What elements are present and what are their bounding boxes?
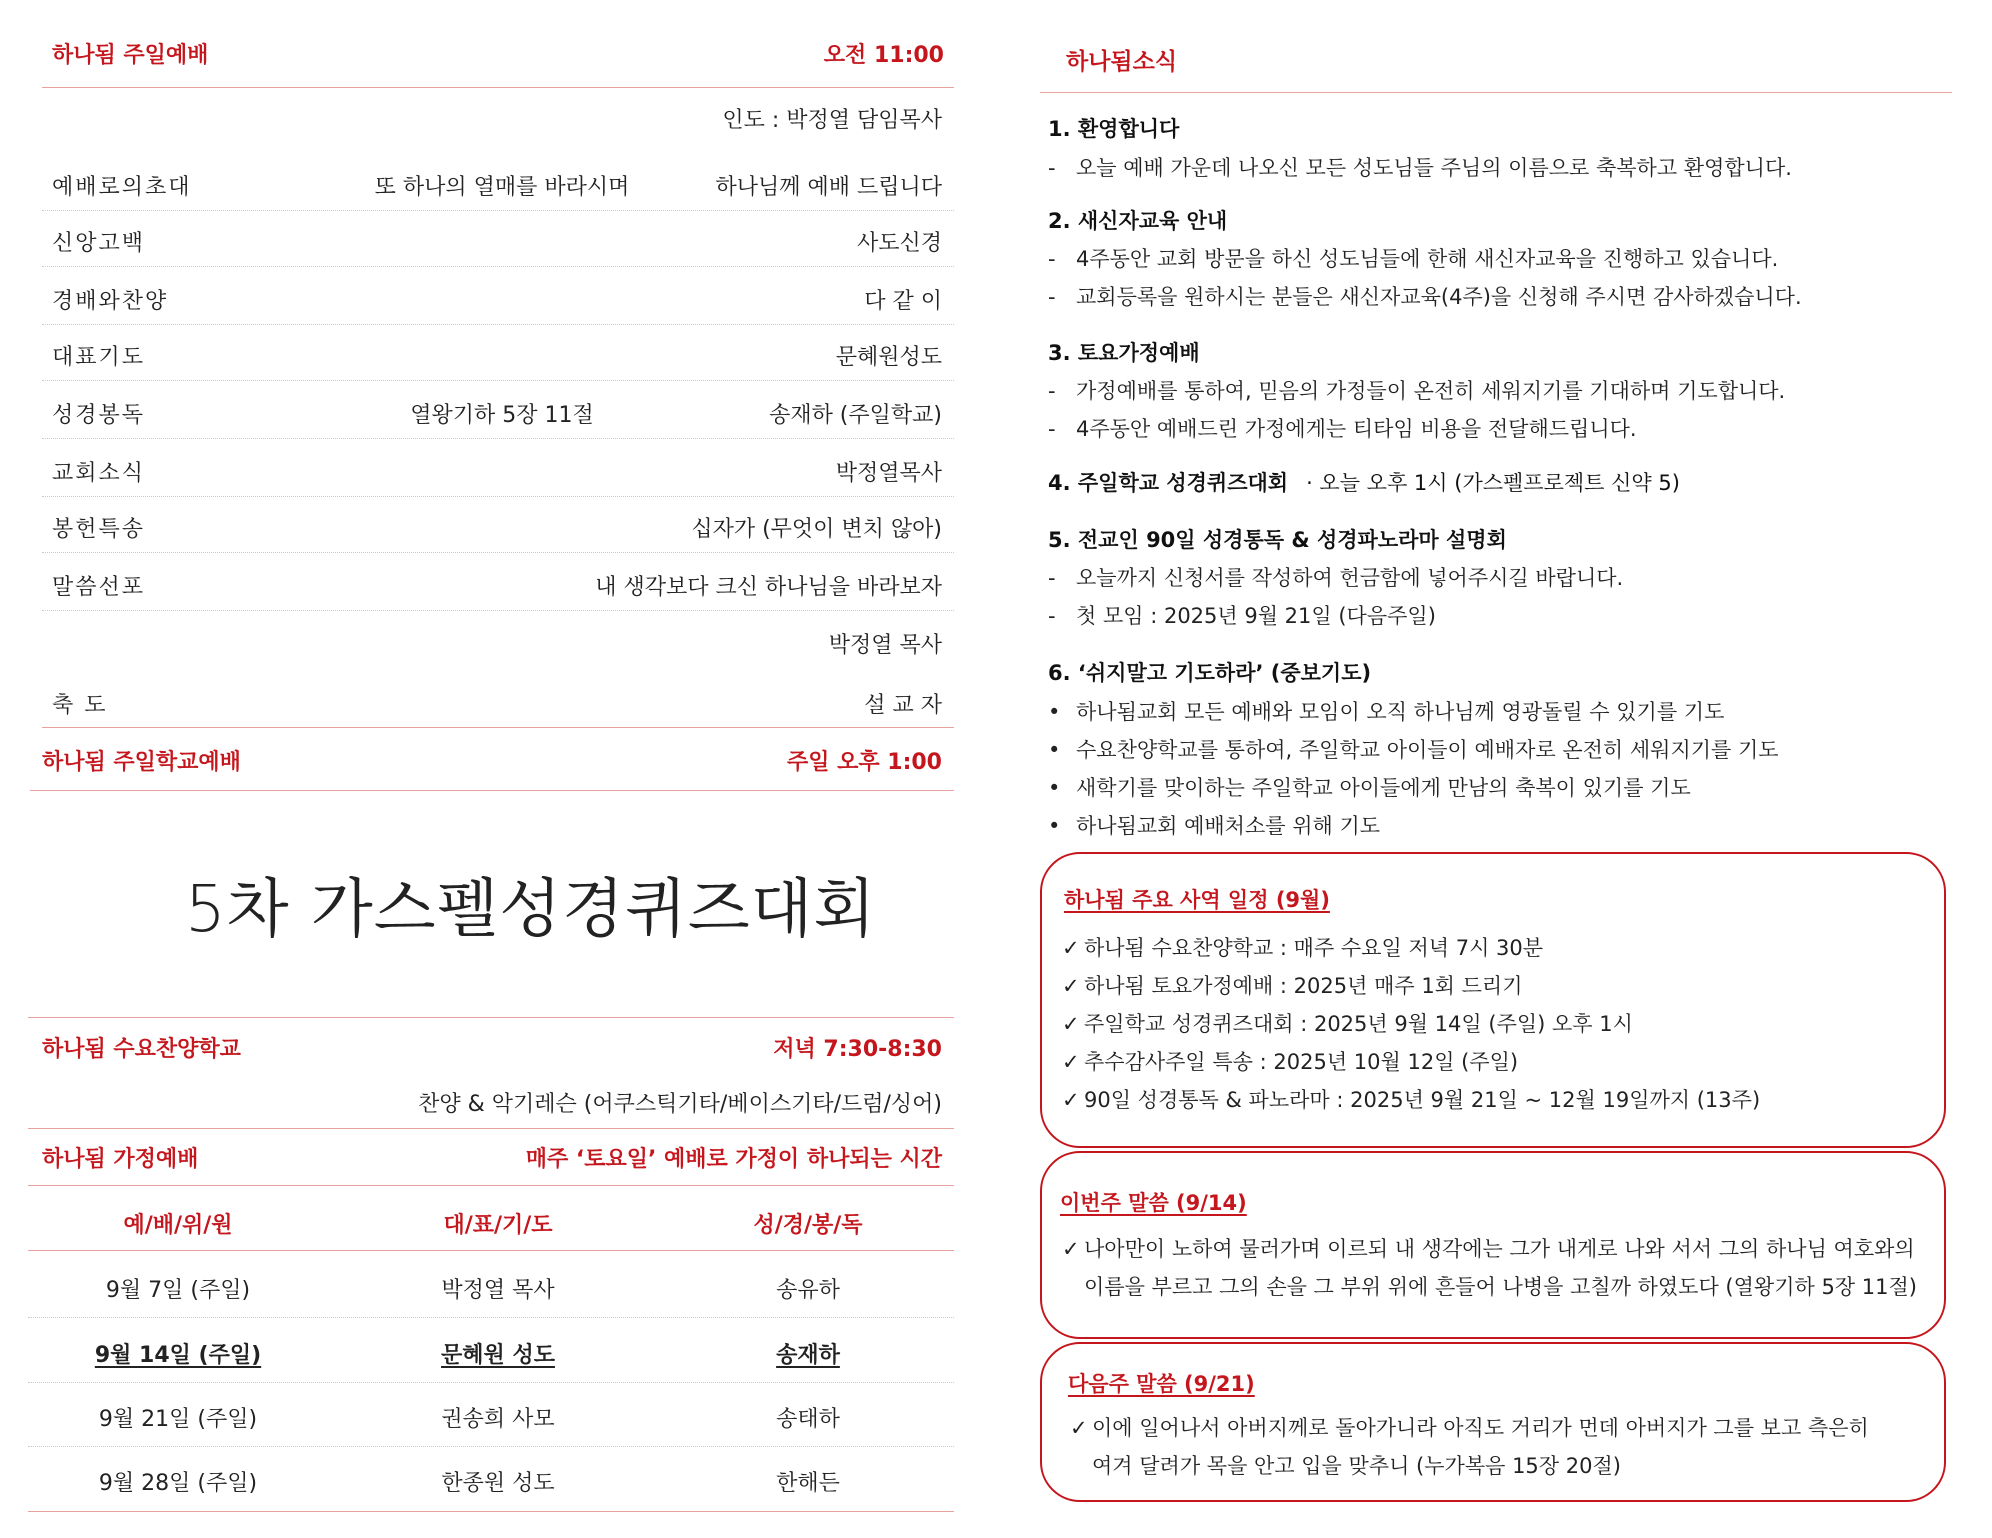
duty-reading: 송재하 (776, 1343, 840, 1368)
order-row (52, 614, 942, 670)
news-bullet: • (1048, 776, 1061, 800)
schedule-item (1062, 1008, 1633, 1038)
row-divider (42, 552, 954, 553)
order-row (52, 270, 942, 326)
news-line-text: 오늘 예배 가운데 나오신 모든 성도님들 주님의 이름으로 축복하고 환영합니다. (1076, 156, 1792, 180)
duty-date: 9월 21일 (주일) (98, 1407, 258, 1432)
order-row (52, 384, 942, 440)
order-person: 사도신경 (856, 231, 942, 256)
divider (28, 1185, 954, 1186)
news-bullet: - (1048, 285, 1056, 309)
schedule-item-text: 주일학교 성경퀴즈대회 : 2025년 9월 14일 (주일) 오후 1시 (1084, 1012, 1633, 1036)
order-row (52, 156, 942, 212)
divider (28, 1511, 954, 1512)
order-item: 봉헌특송 (52, 517, 146, 542)
news-line-text: 새학기를 맞이하는 주일학교 아이들에게 만남의 축복이 있기를 기도 (1076, 776, 1691, 800)
service-title: 하나됨 주일예배 (52, 43, 209, 68)
news-bullet: - (1048, 566, 1056, 590)
check-icon: ✓ (1062, 1237, 1080, 1261)
duty-reading: 송태하 (776, 1407, 840, 1432)
duty-date: 9월 14일 (주일) (94, 1343, 262, 1368)
family-desc: 매주 ‘토요일’ 예배로 가정이 하나되는 시간 (525, 1147, 942, 1172)
this-week-line-2: 이름을 부르고 그의 손을 그 부위 위에 흔들어 나병을 고칠까 하였도다 (열왕기하 5장 11절) (1084, 1275, 1917, 1299)
order-person: 설 교 자 (864, 693, 942, 718)
this-week-line-1: ✓ 나아만이 노하여 물러가며 이르되 내 생각에는 그가 내게로 나와 서서 그의 하나님 여호와의 (1062, 1237, 1915, 1261)
sunday-school-title: 하나됨 주일학교예배 (42, 750, 241, 775)
divider (1040, 92, 1952, 93)
news-heading-text: 4. 주일학교 성경퀴즈대회 (1048, 471, 1289, 495)
duty-prayer: 권송희 사모 (441, 1407, 555, 1432)
service-leader: 인도 : 박정열 담임목사 (722, 108, 942, 133)
news-line-text: 첫 모임 : 2025년 9월 21일 (다음주일) (1076, 604, 1436, 628)
schedule-item (1062, 932, 1543, 962)
news-line (1048, 810, 1380, 840)
divider (28, 1250, 954, 1251)
check-icon: ✓ (1062, 1088, 1080, 1112)
check-icon: ✓ (1062, 974, 1080, 998)
schedule-item (1062, 970, 1523, 1000)
news-heading (1048, 337, 1200, 367)
order-person: 문혜원성도 (835, 345, 942, 370)
news-heading-text: 6. ‘쉬지말고 기도하라’ (중보기도) (1048, 661, 1372, 685)
schedule-item-text: 하나됨 수요찬양학교 : 매주 수요일 저녁 7시 30분 (1084, 936, 1544, 960)
news-bullet: • (1048, 700, 1061, 724)
news-line (1048, 696, 1724, 726)
next-week-verse-box (1040, 1342, 1946, 1502)
family-title: 하나됨 가정예배 (42, 1147, 199, 1172)
schedule-item-text: 하나됨 토요가정예배 : 2025년 매주 1회 드리기 (1084, 974, 1523, 998)
news-heading (1048, 657, 1371, 687)
duty-prayer: 박정열 목사 (441, 1278, 555, 1303)
row-divider (42, 210, 954, 211)
order-item: 말씀선포 (52, 575, 146, 600)
divider (42, 727, 954, 728)
news-bullet: - (1048, 417, 1056, 441)
duty-row (28, 1255, 943, 1317)
row-divider (42, 610, 954, 611)
schedule-item (1062, 1084, 1760, 1114)
news-bullet: - (1048, 156, 1056, 180)
schedule-item-text: 90일 성경통독 & 파노라마 : 2025년 9월 21일 ~ 12월 19일까지 (13주) (1084, 1088, 1761, 1112)
news-heading-extra: · 오늘 오후 1시 (가스펠프로젝트 신약 5) (1306, 471, 1680, 495)
news-line (1048, 600, 1436, 630)
news-bullet: - (1048, 247, 1056, 271)
schedule-box (1040, 852, 1946, 1148)
news-line-text: 하나됨교회 예배처소를 위해 기도 (1076, 814, 1381, 838)
news-line (1048, 281, 1802, 311)
news-line-text: 4주동안 예배드린 가정에게는 티타임 비용을 전달해드립니다. (1076, 417, 1637, 441)
this-week-verse-box (1040, 1151, 1946, 1339)
next-week-line-1: ✓ 이에 일어나서 아버지께로 돌아가니라 아직도 거리가 먼데 아버지가 그를 보고 측은히 (1070, 1416, 1869, 1440)
check-icon: ✓ (1062, 1012, 1080, 1036)
news-bullet: - (1048, 604, 1056, 628)
news-bullet: • (1048, 738, 1061, 762)
order-item: 예배로의초대 (52, 175, 192, 200)
row-divider (28, 1317, 954, 1318)
divider (28, 1017, 954, 1018)
news-line-text: 4주동안 교회 방문을 하신 성도님들에 한해 새신자교육을 진행하고 있습니다. (1076, 247, 1779, 271)
order-row (52, 442, 942, 498)
duty-reading: 송유하 (776, 1278, 840, 1303)
row-divider (42, 324, 954, 325)
news-bullet: • (1048, 814, 1061, 838)
order-row (52, 556, 942, 612)
news-line (1048, 734, 1779, 764)
check-icon: ✓ (1062, 1050, 1080, 1074)
order-person: 십자가 (무엇이 변치 않아) (691, 517, 942, 542)
news-heading-text: 1. 환영합니다 (1048, 117, 1180, 141)
wednesday-title: 하나됨 수요찬양학교 (42, 1037, 241, 1062)
schedule-title: 하나됨 주요 사역 일정 (9월) (1064, 888, 1330, 912)
news-line-text: 수요찬양학교를 통하여, 주일학교 아이들이 예배자로 온전히 세워지기를 기도 (1076, 738, 1779, 762)
order-item: 경배와찬양 (52, 289, 169, 314)
sunday-school-time: 주일 오후 1:00 (786, 750, 942, 775)
row-divider (42, 266, 954, 267)
this-week-title: 이번주 말씀 (9/14) (1060, 1191, 1247, 1215)
divider (30, 790, 954, 791)
news-heading (1048, 205, 1227, 235)
duty-table-header (28, 1190, 943, 1252)
news-line (1048, 243, 1778, 273)
news-line-text: 하나됨교회 모든 예배와 모임이 오직 하나님께 영광돌릴 수 있기를 기도 (1076, 700, 1725, 724)
check-icon: ✓ (1070, 1416, 1088, 1440)
order-person: 내 생각보다 크신 하나님을 바라보자 (595, 575, 942, 600)
order-content: 또 하나의 열매를 바라시며 (374, 175, 630, 200)
order-person: 박정열목사 (835, 461, 942, 486)
news-heading (1048, 524, 1507, 554)
order-item: 성경봉독 (52, 403, 146, 428)
next-week-line-2: 여겨 달려가 목을 안고 입을 맞추니 (누가복음 15장 20절) (1092, 1454, 1621, 1478)
news-line (1048, 152, 1792, 182)
duty-prayer: 한종원 성도 (441, 1471, 555, 1496)
order-row (52, 674, 942, 730)
service-time: 오전 11:00 (823, 43, 944, 68)
row-divider (28, 1382, 954, 1383)
news-heading-text: 2. 새신자교육 안내 (1048, 209, 1228, 233)
order-person: 다 같 이 (864, 289, 942, 314)
news-line-text: 가정예배를 통하여, 믿음의 가정들이 온전히 세워지기를 기대하며 기도합니다. (1076, 379, 1786, 403)
duty-row (28, 1320, 943, 1382)
order-row (52, 326, 942, 382)
column-header-prayer: 대/표/기/도 (443, 1213, 553, 1238)
wednesday-desc: 찬양 & 악기레슨 (어쿠스틱기타/베이스기타/드럼/싱어) (418, 1092, 942, 1117)
order-person: 송재하 (주일학교) (769, 403, 942, 428)
news-bullet: - (1048, 379, 1056, 403)
order-item: 신앙고백 (52, 231, 146, 256)
duty-reading: 한해든 (776, 1471, 840, 1496)
row-divider (42, 438, 954, 439)
column-header-reading: 성/경/봉/독 (753, 1213, 863, 1238)
news-title: 하나됨소식 (1066, 49, 1178, 75)
news-line (1048, 375, 1785, 405)
order-item: 대표기도 (52, 345, 146, 370)
schedule-item-text: 추수감사주일 특송 : 2025년 10월 12일 (주일) (1084, 1050, 1519, 1074)
news-heading-text: 5. 전교인 90일 성경통독 & 성경파노라마 설명회 (1048, 528, 1507, 552)
order-person: 박정열 목사 (828, 633, 942, 658)
order-row (52, 498, 942, 554)
row-divider (42, 380, 954, 381)
duty-prayer: 문혜원 성도 (441, 1343, 555, 1368)
schedule-item (1062, 1046, 1518, 1076)
next-week-title: 다음주 말씀 (9/21) (1068, 1372, 1255, 1396)
duty-row (28, 1384, 943, 1446)
order-item: 축 도 (52, 693, 108, 718)
news-line (1048, 562, 1623, 592)
news-heading-text: 3. 토요가정예배 (1048, 341, 1200, 365)
news-line-text: 교회등록을 원하시는 분들은 새신자교육(4주)을 신청해 주시면 감사하겠습니다. (1076, 285, 1802, 309)
row-divider (42, 496, 954, 497)
order-content: 열왕기하 5장 11절 (410, 403, 594, 428)
duty-date: 9월 28일 (주일) (98, 1471, 258, 1496)
column-header-worship: 예/배/위/원 (123, 1213, 233, 1238)
divider (42, 87, 954, 88)
news-heading (1048, 113, 1179, 143)
order-row (52, 212, 942, 268)
check-icon: ✓ (1062, 936, 1080, 960)
wednesday-time: 저녁 7:30-8:30 (773, 1037, 942, 1062)
duty-row (28, 1448, 943, 1510)
banner-title: 5차 가스펠성경퀴즈대회 (185, 873, 877, 947)
divider (28, 1128, 954, 1129)
news-line (1048, 413, 1637, 443)
news-line (1048, 772, 1691, 802)
order-person: 하나님께 예배 드립니다 (715, 175, 942, 200)
news-heading (1048, 467, 1680, 497)
news-line-text: 오늘까지 신청서를 작성하여 헌금함에 넣어주시길 바랍니다. (1076, 566, 1624, 590)
duty-date: 9월 7일 (주일) (105, 1278, 251, 1303)
order-item: 교회소식 (52, 461, 146, 486)
row-divider (28, 1446, 954, 1447)
